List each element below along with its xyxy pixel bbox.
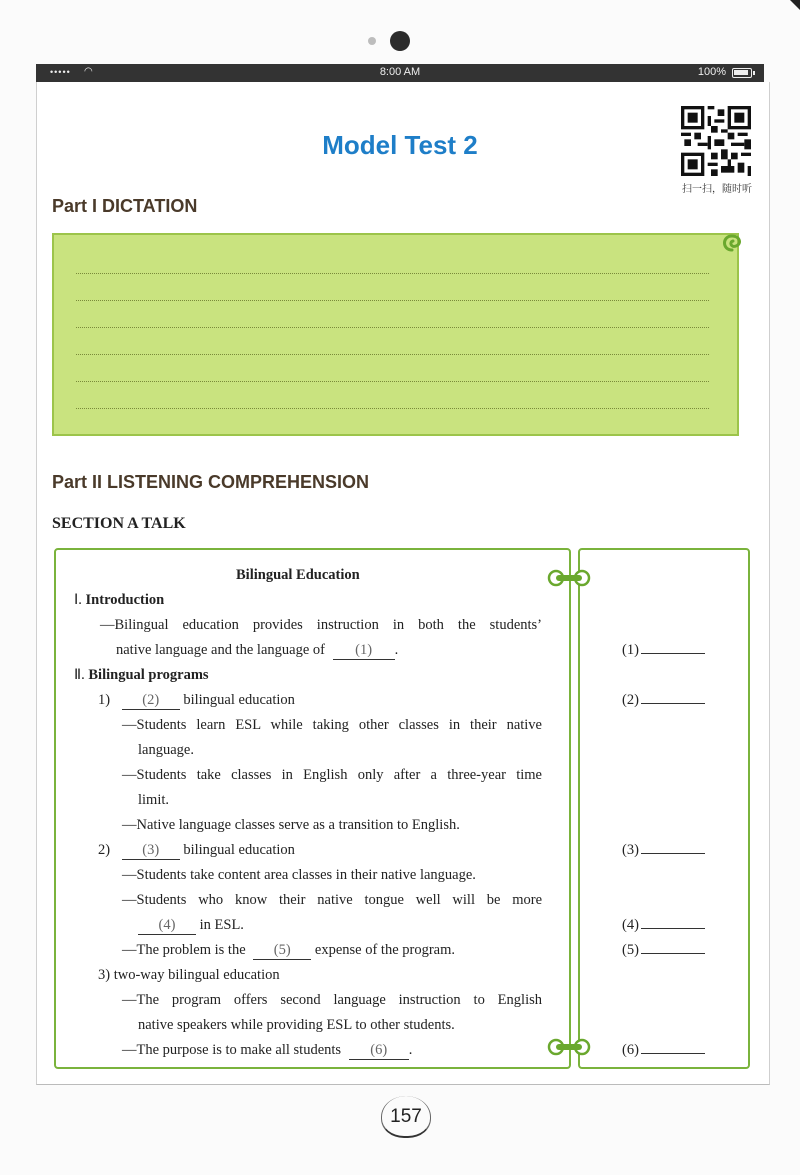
battery-percentage: 100% <box>697 66 726 78</box>
outline-text: —Students who know their native tongue well will be more <box>122 892 542 908</box>
outline-text <box>138 917 244 935</box>
swirl-decoration-icon <box>718 230 748 256</box>
blank-5[interactable]: (5) <box>253 942 311 960</box>
outline-text <box>122 1042 412 1060</box>
outline-punctuation: . <box>408 1042 413 1058</box>
answer-row-2[interactable] <box>622 692 705 709</box>
answer-box <box>578 548 750 1069</box>
program-3 <box>98 967 280 984</box>
page-number: 157 <box>381 1096 431 1138</box>
blank-2[interactable]: (2) <box>122 692 180 710</box>
outline-text-segment: expense of the program. <box>314 942 456 958</box>
outline-text: —Bilingual education provides instruction in both the students’ <box>100 617 542 633</box>
answer-row-1[interactable] <box>622 642 705 659</box>
section-ii-label: Bilingual programs <box>88 667 209 683</box>
dictation-line <box>76 354 709 355</box>
program-3-text: two-way bilingual education <box>113 967 280 983</box>
outline-text: —Students take classes in English only after a three-year time <box>122 767 542 783</box>
status-bar <box>36 64 764 82</box>
answer-line[interactable] <box>641 842 705 854</box>
section-i-heading <box>74 592 164 609</box>
front-camera <box>390 31 410 51</box>
qr-caption: 扫一扫，随时听 <box>682 184 752 195</box>
section-i-label: Introduction <box>85 592 165 608</box>
section-a-heading: SECTION A TALK <box>52 515 186 532</box>
outline-title: Bilingual Education <box>236 567 360 583</box>
answer-label: (3) <box>622 842 639 858</box>
answer-row-5[interactable] <box>622 942 705 959</box>
blank-4[interactable]: (4) <box>138 917 196 935</box>
page-title: Model Test 2 <box>322 130 478 160</box>
camera-indicator <box>368 37 376 45</box>
answer-label: (4) <box>622 917 639 933</box>
answer-label: (2) <box>622 692 639 708</box>
answer-line[interactable] <box>641 642 705 654</box>
dictation-line <box>76 300 709 301</box>
program-3-number: 3) <box>98 967 111 983</box>
answer-row-3[interactable] <box>622 842 705 859</box>
program-1-text: bilingual education <box>183 692 295 708</box>
program-1 <box>98 692 295 710</box>
answer-label: (5) <box>622 942 639 958</box>
dictation-box[interactable] <box>52 233 739 436</box>
outline-text-segment: native language and the language of <box>116 642 325 658</box>
wifi-icon: ◠ <box>84 66 93 77</box>
answer-row-6[interactable] <box>622 1042 705 1059</box>
answer-line[interactable] <box>641 692 705 704</box>
program-2-text: bilingual education <box>183 842 295 858</box>
outline-punctuation: . <box>394 642 399 658</box>
blank-3[interactable]: (3) <box>122 842 180 860</box>
outline-text: —Students take content area classes in their native language. <box>122 867 476 883</box>
section-ii-number: Ⅱ. <box>74 667 85 683</box>
outline-text <box>122 942 455 960</box>
part1-heading: Part I DICTATION <box>52 196 198 216</box>
signal-icon: ••••• <box>50 67 71 77</box>
outline-text: limit. <box>138 792 170 808</box>
program-1-number: 1) <box>98 692 111 708</box>
answer-label: (1) <box>622 642 639 658</box>
blank-1[interactable]: (1) <box>333 642 395 660</box>
dictation-line <box>76 381 709 382</box>
section-i-number: Ⅰ. <box>74 592 82 608</box>
program-2 <box>98 842 295 860</box>
answer-row-4[interactable] <box>622 917 705 934</box>
dictation-line <box>76 273 709 274</box>
outline-text: —Native language classes serve as a transition to English. <box>122 817 460 833</box>
binder-ring-icon <box>547 1037 591 1057</box>
answer-line[interactable] <box>641 1042 705 1054</box>
part2-heading: Part II LISTENING COMPREHENSION <box>52 472 370 492</box>
outline-text: native speakers while providing ESL to other students. <box>138 1017 455 1033</box>
battery-icon <box>732 68 752 78</box>
status-time: 8:00 AM <box>379 66 421 78</box>
program-2-number: 2) <box>98 842 111 858</box>
section-ii-heading <box>74 667 209 684</box>
answer-line[interactable] <box>641 917 705 929</box>
dictation-line <box>76 408 709 409</box>
outline-text-segment: —The purpose is to make all students <box>122 1042 342 1058</box>
outline-text <box>116 642 398 660</box>
outline-text: language. <box>138 742 194 758</box>
dictation-line <box>76 327 709 328</box>
qr-code[interactable] <box>681 106 751 176</box>
answer-label: (6) <box>622 1042 639 1058</box>
answer-line[interactable] <box>641 942 705 954</box>
outline-text-segment: in ESL. <box>199 917 244 933</box>
corner-mark <box>790 0 800 10</box>
blank-6[interactable]: (6) <box>349 1042 409 1060</box>
outline-text: —Students learn ESL while taking other classes in their native <box>122 717 542 733</box>
outline-text-segment: —The problem is the <box>122 942 246 958</box>
outline-text: —The program offers second language instruction to English <box>122 992 542 1008</box>
binder-ring-icon <box>547 568 591 588</box>
